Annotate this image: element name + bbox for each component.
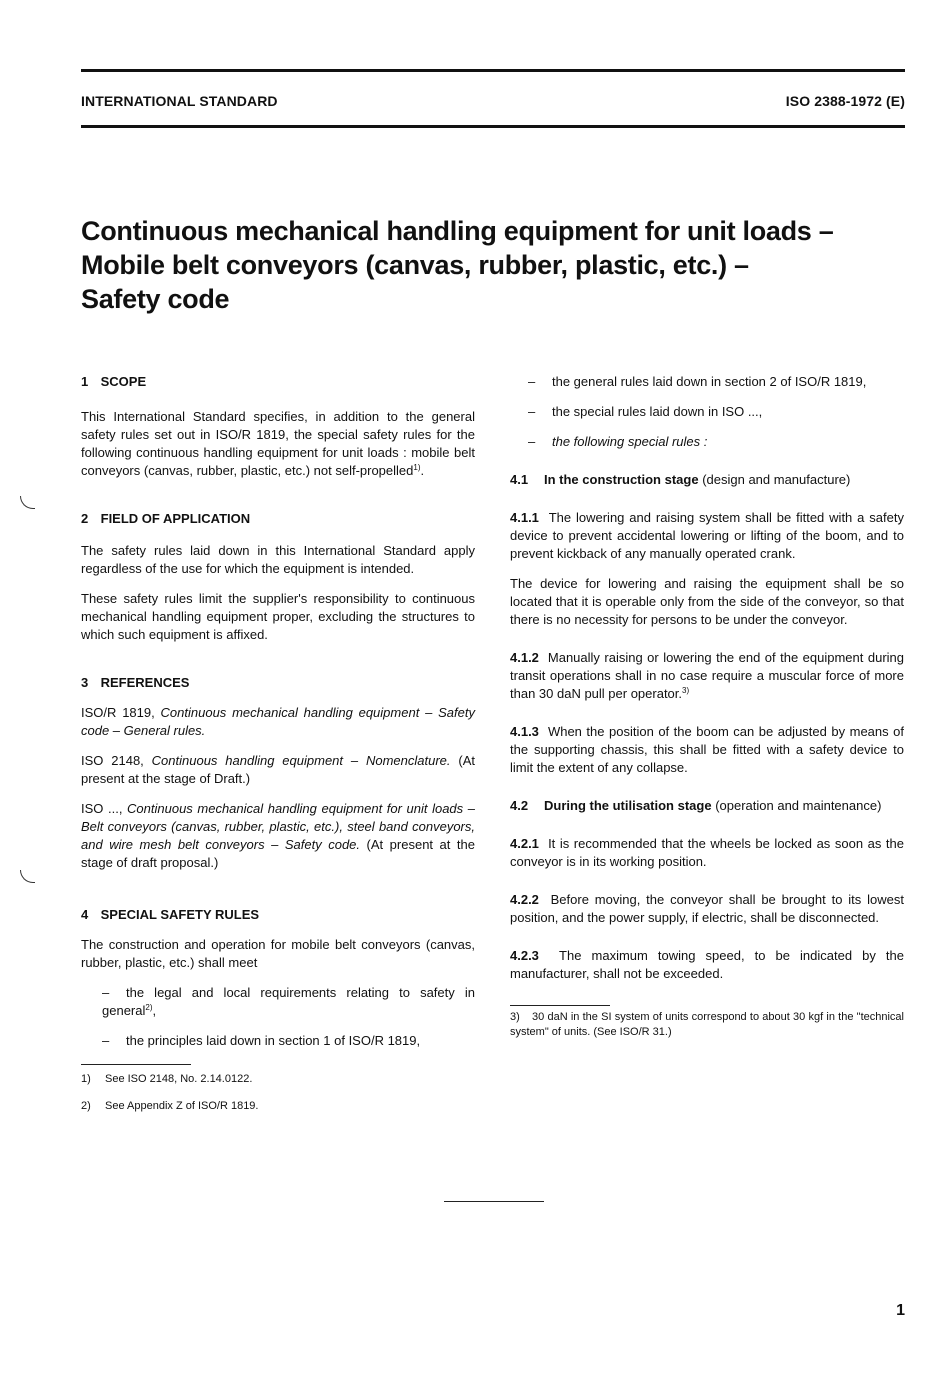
section-3-heading: 3 REFERENCES <box>81 675 190 690</box>
section-1-text: This International Standard specifies, in addition to the general safety rules set out in ISO/R 1819, the special safety rules for the following continuous handling equipment for unit loads : mobile belt conveyors (canvas, rubber, plastic, etc.) not self-propelled$^{1)}$. <box>81 409 475 478</box>
header-standard-label: INTERNATIONAL STANDARD <box>81 93 278 109</box>
title-line-1: Continuous mechanical handling equipment for unit loads – <box>81 216 834 246</box>
clause-4-2-3: 4.2.3 The maximum towing speed, to be indicated by the manufacturer, shall not be exceeded. <box>510 948 904 981</box>
clause-4-1-2: 4.1.2 Manually raising or lowering the end of the equipment during transit operations shall in no case require a muscular force of more than 30 daN pull per operator.$^{3)}$ <box>510 650 904 701</box>
reference-item: ISO 2148, Continuous handling equipment – Nomenclature. (At present at the stage of Draft.) <box>81 753 475 786</box>
footnote-rule <box>81 1064 191 1065</box>
clause-4-1-3: 4.1.3 When the position of the boom can be adjusted by means of the supporting chassis, this shall be fitted with a safety device to limit the extent of any collapse. <box>510 724 904 775</box>
section-2-heading: 2 FIELD OF APPLICATION <box>81 511 251 526</box>
section-4-intro: The construction and operation for mobile belt conveyors (canvas, rubber, plastic, etc.) shall meet <box>81 937 475 970</box>
list-item: – the following special rules : <box>528 434 708 449</box>
footnote-2: 2) See Appendix Z of ISO/R 1819. <box>81 1100 259 1112</box>
section-4-heading: 4 SPECIAL SAFETY RULES <box>81 907 260 922</box>
reference-item: ISO/R 1819, Continuous mechanical handling equipment – Safety code – General rules. <box>81 705 475 738</box>
list-item: – the general rules laid down in section 2 of ISO/R 1819, <box>528 374 867 389</box>
page-number: 1 <box>896 1302 905 1319</box>
footnote-ref-1[interactable]: 1) <box>413 463 421 472</box>
list-item: – the special rules laid down in ISO ..., <box>528 404 763 419</box>
section-4-2-heading: 4.2 During the utilisation stage (operation and maintenance) <box>510 798 882 813</box>
margin-mark <box>20 870 35 883</box>
clause-4-2-1: 4.2.1 It is recommended that the wheels be locked as soon as the conveyor is in its working position. <box>510 836 904 869</box>
title-line-2: Mobile belt conveyors (canvas, rubber, plastic, etc.) – <box>81 250 749 280</box>
section-4-1-heading: 4.1 In the construction stage (design and manufacture) <box>510 472 851 487</box>
header-document-number: ISO 2388-1972 (E) <box>785 93 905 109</box>
list-item: – the legal and local requirements relating to safety in general$^{2)}$, <box>102 985 475 1018</box>
reference-item: ISO ..., Continuous mechanical handling equipment for unit loads – Belt conveyors (canvas, rubber, plastic, etc.), steel band conveyors, and wire mesh belt conveyors – Safety code. (At present at the stage of draft proposal.) <box>81 801 475 870</box>
document-title <box>81 214 833 316</box>
clause-4-1-1-para-2: The device for lowering and raising the equipment shall be so located that it is operable only from the side of the conveyor, so that there is no necessity for persons to be under the conveyor. <box>510 576 904 627</box>
margin-mark <box>20 496 35 509</box>
end-of-text-rule <box>444 1201 544 1202</box>
left-column <box>81 373 475 1114</box>
footnote-rule <box>510 1005 610 1006</box>
header-bottom-rule <box>81 125 905 128</box>
list-item: – the principles laid down in section 1 of ISO/R 1819, <box>102 1033 421 1048</box>
header-top-rule <box>81 69 905 72</box>
footnote-1: 1) See ISO 2148, No. 2.14.0122. <box>81 1073 253 1085</box>
right-column <box>510 373 904 1040</box>
footnote-ref-2[interactable]: 2) <box>145 1003 153 1012</box>
clause-4-2-2: 4.2.2 Before moving, the conveyor shall be brought to its lowest position, and the power supply, if electric, shall be disconnected. <box>510 892 904 925</box>
section-2-para-1: The safety rules laid down in this International Standard apply regardless of the use for which the equipment is intended. <box>81 543 475 576</box>
clause-4-1-1: 4.1.1 The lowering and raising system shall be fitted with a safety device to prevent accidental lowering or lifting of the boom, and to prevent kickback of any manually operated crank. <box>510 510 904 561</box>
footnote-3: 3) 30 daN in the SI system of units correspond to about 30 kgf in the "technical system" of units. (See ISO/R 31.) <box>510 1011 904 1038</box>
section-1-heading: 1 SCOPE <box>81 374 147 389</box>
section-2-para-2: These safety rules limit the supplier's responsibility to continuous mechanical handling equipment proper, excluding the structures to which such equipment is affixed. <box>81 591 475 642</box>
footnote-ref-3[interactable]: 3) <box>682 686 690 695</box>
title-line-3: Safety code <box>81 284 230 314</box>
